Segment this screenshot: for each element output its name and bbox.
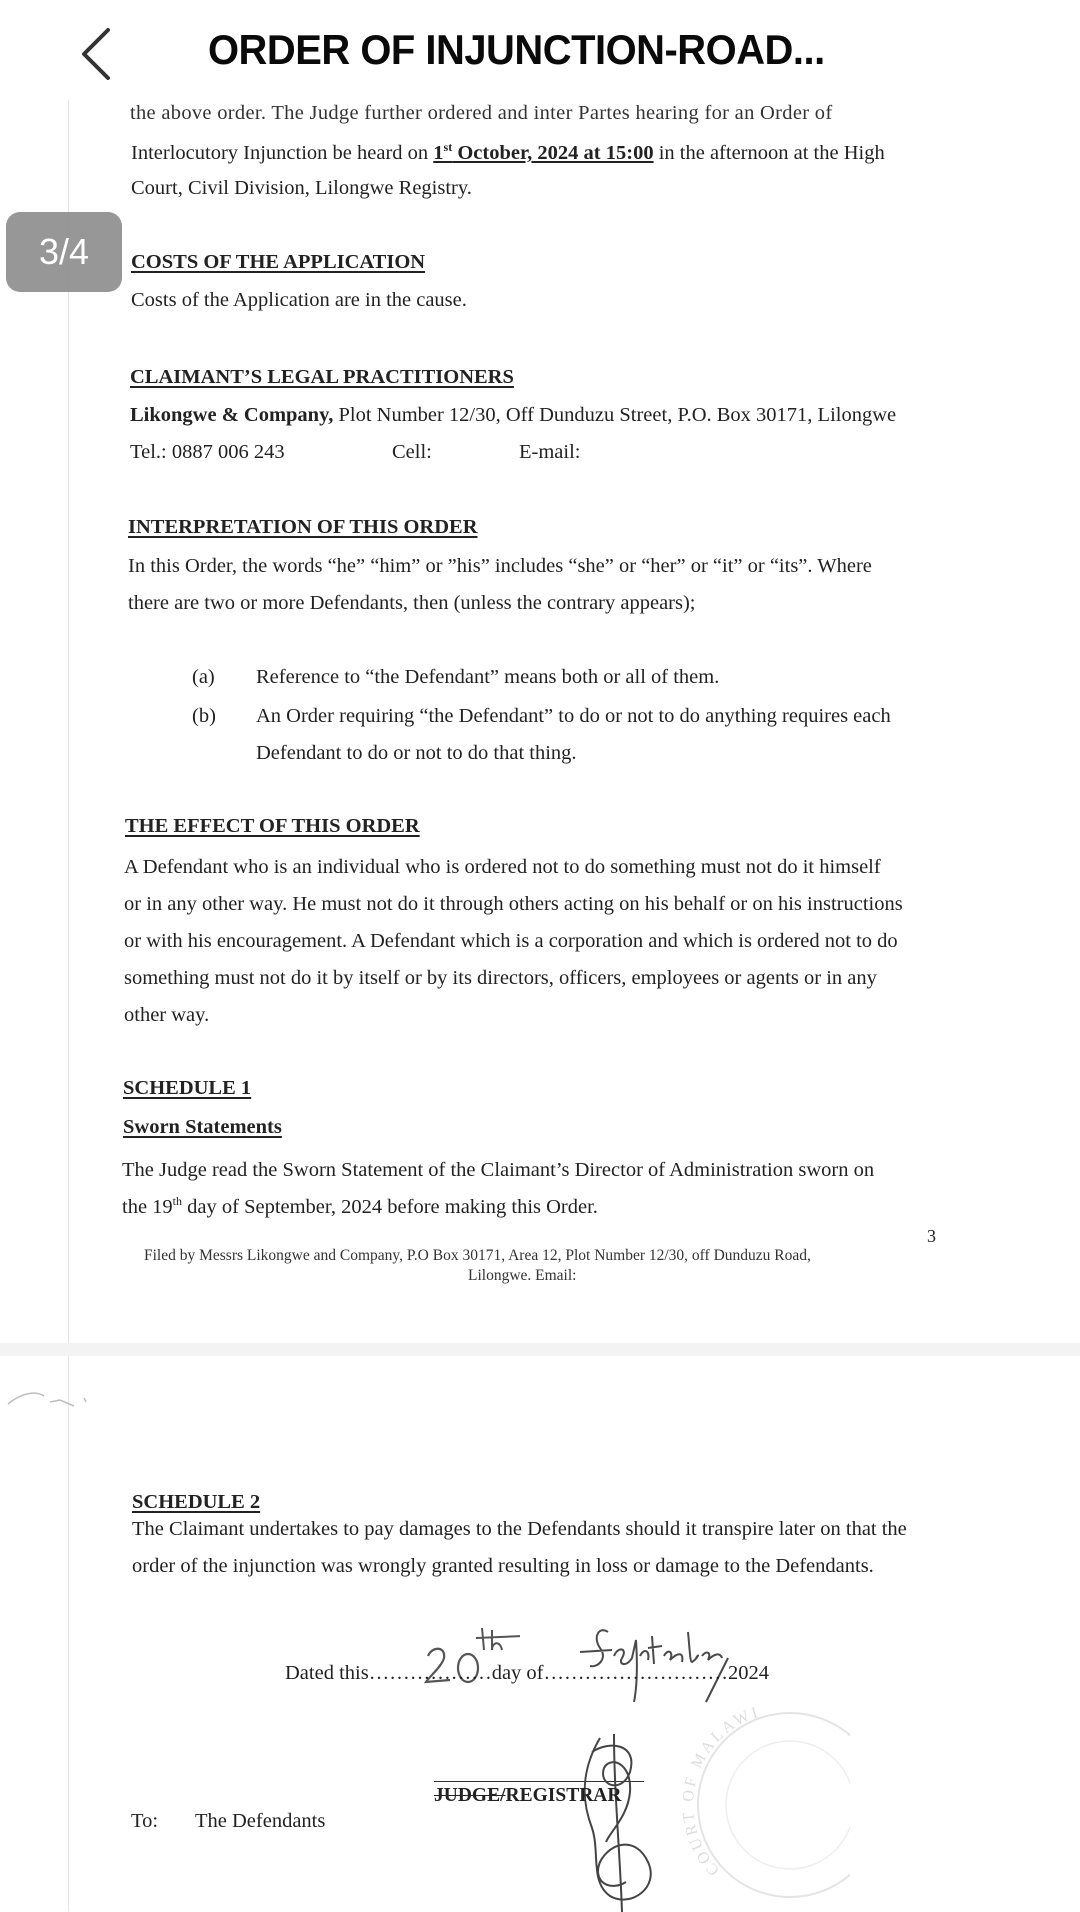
court-stamp <box>680 1700 850 1910</box>
svg-text:COURT OF MALAWI: COURT OF MALAWI <box>680 1703 763 1879</box>
practitioners-cell: Cell: <box>392 441 432 463</box>
schedule-2-line-1: The Claimant undertakes to pay damages to the Defendants should it transpire later on that the <box>132 1518 907 1540</box>
item-b-text-2: Defendant to do or not to do that thing. <box>256 742 577 764</box>
page-indicator: 3/4 <box>6 212 122 292</box>
schedule-2-heading: SCHEDULE 2 <box>132 1491 261 1513</box>
item-b-text-1: An Order requiring “the Defendant” to do or not to do anything requires each <box>256 705 891 727</box>
footer-line-2: Lilongwe. Email: <box>468 1267 577 1284</box>
dated-line: Dated this………………day of………………………2024 <box>285 1662 770 1684</box>
schedule-1-heading: SCHEDULE 1 <box>123 1077 252 1099</box>
document-title: ORDER OF INJUNCTION-ROAD... <box>208 26 825 73</box>
interpretation-line-1: In this Order, the words “he” “him” or ”his” includes “she” or “her” or “it” or “its”. Where <box>128 555 872 577</box>
effect-heading: THE EFFECT OF THIS ORDER <box>125 815 420 837</box>
item-b-label: (b) <box>192 705 216 727</box>
costs-heading: COSTS OF THE APPLICATION <box>131 251 426 273</box>
page-number: 3 <box>927 1226 936 1246</box>
effect-line: A Defendant who is an individual who is ordered not to do something must not do it himself <box>124 856 881 878</box>
schedule-1-line-1: The Judge read the Sworn Statement of the Claimant’s Director of Administration sworn on <box>122 1159 875 1181</box>
hearing-line-2: Court, Civil Division, Lilongwe Registry. <box>131 177 472 199</box>
document-page-4 <box>0 1356 1080 1911</box>
scan-artifact <box>4 1384 90 1414</box>
hearing-line-1: Interlocutory Injunction be heard on 1st October, 2024 at 15:00 in the afternoon at the High <box>131 140 885 164</box>
practitioners-email: E-mail: <box>519 441 581 463</box>
practitioners-heading: CLAIMANT’S LEGAL PRACTITIONERS <box>130 366 514 388</box>
effect-line: or in any other way. He must not do it through others acting on his behalf or on his instructions <box>124 893 903 915</box>
practitioners-address: Likongwe & Company, Plot Number 12/30, Off Dunduzu Street, P.O. Box 30171, Lilongwe <box>130 404 897 426</box>
item-a-text: Reference to “the Defendant” means both or all of them. <box>256 666 720 688</box>
signatory-title: JUDGE/REGISTRAR <box>434 1785 622 1806</box>
to-label: To: <box>131 1810 159 1832</box>
footer-line-1: Filed by Messrs Likongwe and Company, P.O Box 30171, Area 12, Plot Number 12/30, off Dunduzu Road, <box>144 1247 811 1264</box>
effect-line: or with his encouragement. A Defendant which is a corporation and which is ordered not to do <box>124 930 898 952</box>
back-button[interactable] <box>78 26 118 82</box>
signature <box>570 1732 680 1912</box>
to-recipient: The Defendants <box>195 1810 326 1832</box>
interpretation-line-2: there are two or more Defendants, then (unless the contrary appears); <box>128 592 696 614</box>
effect-line: other way. <box>124 1004 210 1026</box>
page-margin-line <box>68 1356 69 1911</box>
sworn-statements-heading: Sworn Statements <box>123 1116 282 1138</box>
practitioners-tel: Tel.: 0887 006 243 <box>130 441 285 463</box>
schedule-1-line-2: the 19th day of September, 2024 before making this Order. <box>122 1194 598 1218</box>
interpretation-heading: INTERPRETATION OF THIS ORDER <box>128 516 478 538</box>
cut-off-line: the above order. The Judge further ordered and inter Partes hearing for an Order of <box>130 102 833 124</box>
schedule-2-line-2: order of the injunction was wrongly granted resulting in loss or damage to the Defendants. <box>132 1555 874 1577</box>
top-bar <box>0 0 1080 100</box>
costs-text: Costs of the Application are in the cause. <box>131 289 467 311</box>
hearing-date: 1st October, 2024 at 15:00 <box>433 140 654 164</box>
chevron-left-icon <box>78 26 118 82</box>
effect-line: something must not do it by itself or by its directors, officers, employees or agents or in any <box>124 967 877 989</box>
item-a-label: (a) <box>192 666 215 688</box>
page-separator <box>0 1343 1080 1356</box>
